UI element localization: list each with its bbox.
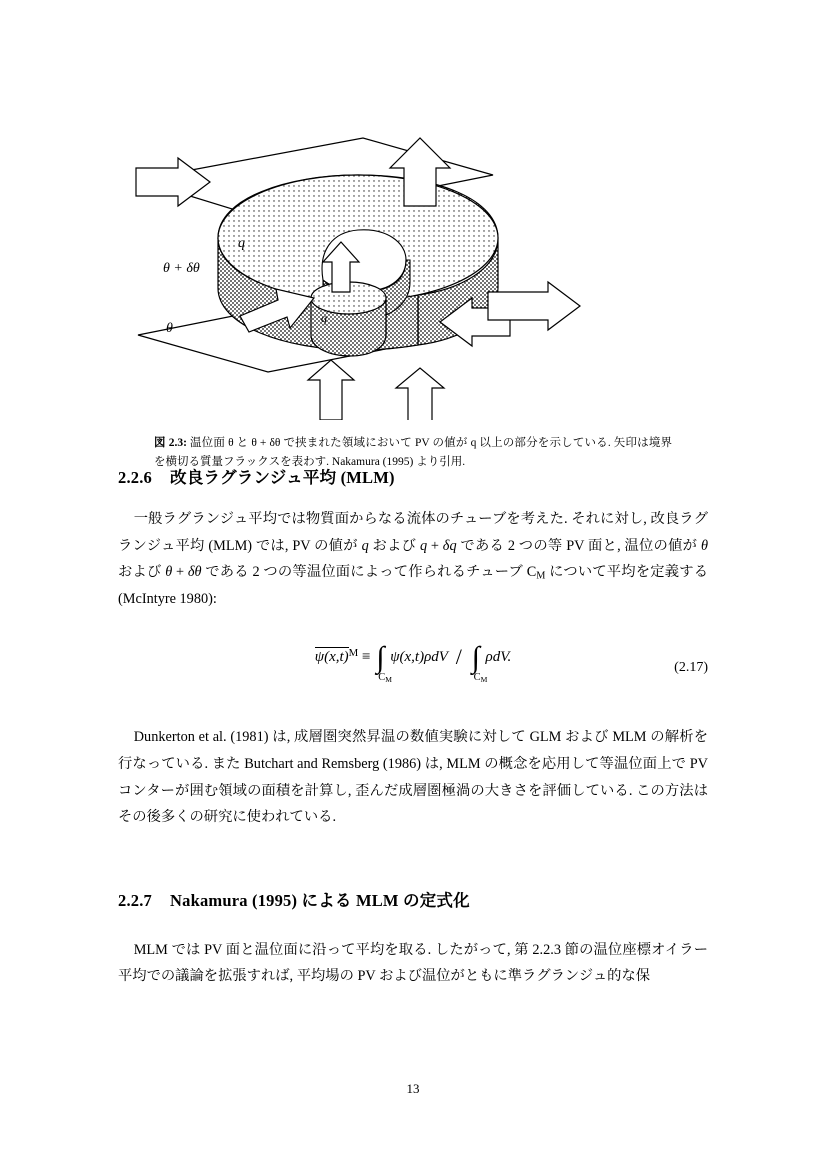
figure-label-q-lower: q (321, 311, 327, 325)
paragraph-dunkerton-butchart: Dunkerton et al. (1981) は, 成層圏突然昇温の数値実験に対して GLM および MLM の解析を行なっている. また Butchart and Remsberg (1986) は, MLM の概念を応用して等温位面上で PV コンターが囲む領域の面積を計算し, 歪んだ成層圏極渦の大きさを評価している. この方法はその後多くの研究に使われている. (118, 729, 708, 826)
equation-integrand-2: ρdV. (485, 649, 512, 666)
equation-2-17-number: (2.17) (674, 660, 708, 676)
figure-image (118, 120, 708, 420)
figure-label-theta-lower: θ (166, 321, 173, 336)
paragraph-mlm-formulation: MLM では PV 面と温位面に沿って平均を取る. したがって, 第 2.2.3 節の温位座標オイラー平均での議論を拡張すれば, 平均場の PV および温位がともに準ラグランジュ的な保 (118, 941, 708, 985)
figure-label-q-upper: q (238, 236, 245, 251)
equation-2-17-body (118, 641, 708, 684)
equation-equals: ≡ (362, 649, 371, 666)
equation-slash: / (455, 644, 462, 670)
figure-caption-text-1: 温位面 θ と θ + δθ で挟まれた領域において PV の値が q 以上の部分を示し (186, 437, 573, 449)
integral-1: ∫ $C_M$ (376, 641, 392, 684)
equation-integrand-1: ψ(x,t)ρdV (390, 649, 448, 666)
integral-2: ∫ $C_M$ (471, 641, 488, 684)
paragraph-mlm-definition: 一般ラグランジュ平均では物質面からなる流体のチューブを考えた. それに対し, 改良ラグランジュ平均 (MLM) では, PV の値が q および q + δq である 2 つの等 PV 面と, 温位の値が θ および θ + δθ である 2 つの等温位面によって作られるチューブ $C_M$ について平均を定義する (McIntyre 1980): (118, 511, 709, 607)
equation-2-17 (118, 638, 708, 704)
heading-title-2-2-6: 改良ラグランジュ平均 (MLM) (170, 468, 395, 487)
page-content (118, 60, 708, 990)
heading-section-2-2-7 (118, 887, 708, 911)
figure-caption-label: 図 2.3: (154, 437, 187, 449)
page-number: 13 (406, 1081, 420, 1096)
heading-number-2-2-6: 2.2.6 (118, 468, 152, 487)
integral-1-sub: C (378, 672, 386, 683)
heading-title-2-2-7: Nakamura (1995) による MLM の定式化 (170, 890, 470, 910)
figure-label-theta-upper: θ + δθ (163, 261, 200, 276)
figure-caption-text-2: ている. 矢印は境界を横切る質量フラックスを表わす. Nakamura (1995) より引用. (154, 437, 673, 468)
integral-2-sub: C (473, 672, 481, 683)
integral-1-sub-small: M (385, 674, 392, 684)
equation-lhs: ψ(x,t) (314, 649, 349, 666)
integral-2-sub-small: M (480, 674, 488, 684)
equation-lhs-superscript: M (348, 647, 359, 660)
figure-caption (154, 434, 672, 471)
heading-number-2-2-7: 2.2.7 (118, 890, 152, 910)
figure-2-3 (118, 120, 708, 468)
